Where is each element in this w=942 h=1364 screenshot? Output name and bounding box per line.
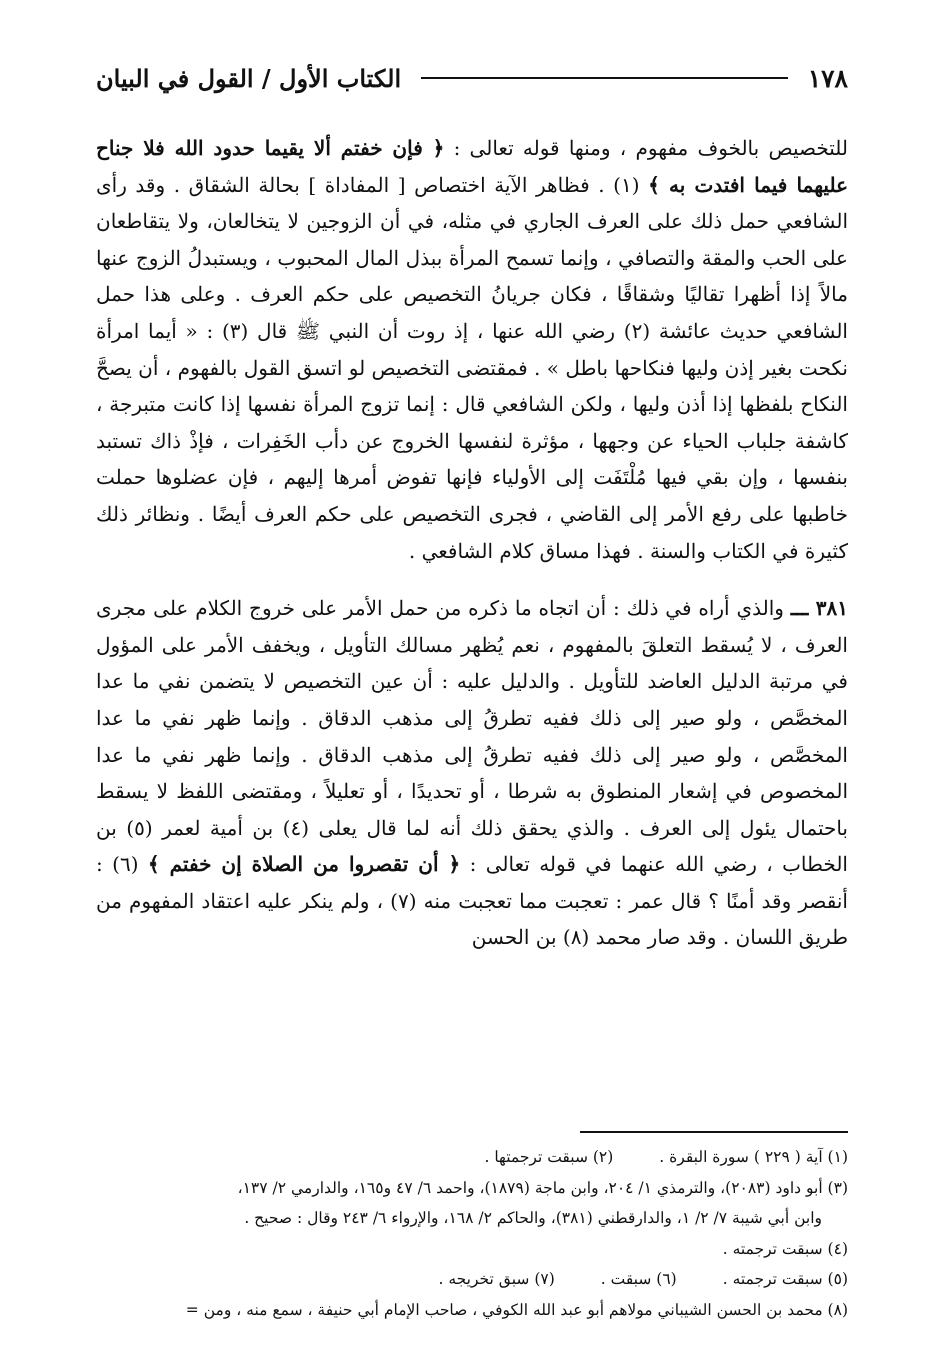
footnote-7: (٧) سبق تخريجه . — [438, 1270, 555, 1288]
page-number: ١٧٨ — [807, 63, 848, 93]
header-rule — [421, 77, 788, 79]
footnotes-rule — [580, 1131, 848, 1133]
footnote-5: (٥) سبقت ترجمته . — [722, 1270, 848, 1288]
running-title: الكتاب الأول / القول في البيان — [96, 63, 402, 93]
footnote-2: (٢) سبقت ترجمتها . — [484, 1148, 614, 1166]
paragraph-1-body: (١) . فظاهر الآية اختصاص [ المفاداة ] بحالة الشقاق . وقد رأى الشافعي حمل ذلك على العرف الجاري في مثله، في أن الزوجين لا يتخالعان، ولا يتقاطعان على الحب والمقة والتصافي ، وإنما تسمح المرأة ببذل المال المحبوب ، ويستبدلُ الزوج عنها مالاً إذا أظهرا تقاليًا وشقاقًا ، فكان جريانُ التخصيص على حكم العرف . وعلى هذا حمل الشافعي حديث عائشة (٢) رضي الله عنها ، إذ روت أن النبي ﷺ قال (٣) : « أيما امرأة نكحت بغير إذن وليها فنكاحها باطل » . فمقتضى التخصيص لو اتسق القول بالفهوم ، أن يصحَّ النكاح بلفظها إذا أذن وليها ، ولكن الشافعي قال : إنما تزوج المرأة نفسها إذا كانت متبرجة ، كاشفة جلباب الحياء عن وجهها ، مؤثرة لنفسها الخروج عن دأب الخَفِرات ، فإذْ ذاك تستبد بنفسها ، وإن بقي فيها مُلْتَفَت إلى الأولياء فإنها تفوض أمرها إليهم ، فإن عضلوها حملت خاطبها على رفع الأمر إلى القاضي ، فجرى التخصيص على حكم العرف أيضًا . ونظائر ذلك كثيرة في الكتاب والسنة . فهذا مساق كلام الشافعي . — [96, 172, 848, 563]
footnote-6: (٦) سبقت . — [600, 1270, 677, 1288]
paragraph-1 — [96, 130, 848, 569]
footnote-line-1 — [96, 1142, 848, 1173]
paragraph-1-intro: للتخصيص بالخوف مفهوم ، ومنها قوله تعالى : — [453, 136, 848, 160]
footnote-1: (١) آية ( ٢٢٩ ) سورة البقرة . — [659, 1148, 848, 1166]
footnotes — [96, 1142, 848, 1325]
footnote-4: (٤) سبقت ترجمته . — [722, 1239, 848, 1258]
footnote-3-continued: وابن أبي شيبة ٧/ ٢/ ١، والدارقطني (٣٨١)، والحاكم ٢/ ١٦٨، والإرواء ٦/ ٢٤٣ وقال : صحيح . — [244, 1209, 822, 1227]
paragraph-2-body: والذي أراه في ذلك : أن اتجاه ما ذكره من حمل الأمر على خروج الكلام على مجرى العرف ، لا يُسقط التعلقَ بالمفهوم ، نعم يُظهر مسالك التأويل ، ويخفف الأمر على المؤول في مرتبة الدليل العاضد للتأويل . والدليل عليه : أن عين التخصيص لا يتضمن نفي ما عدا المخصَّص ، ولو صير إلى ذلك ففيه تطرقُ إلى مذهب الدقاق . وإنما ظهر نفي ما عدا المخصَّص ، ولو صير إلى ذلك ففيه تطرقُ إلى مذهب الدقاق . وإنما ظهر نفي ما عدا المخصوص في إشعار المنطوق به شرطا ، أو تحديدًا ، أو تعليلاً ، ومقتضى اللفظ لا يسقط باحتمال يئول إلى العرف . والذي يحقق ذلك أنه لما قال يعلى (٤) بن أمية لعمر (٥) بن الخطاب ، رضي الله عنهما في قوله تعالى : — [96, 596, 849, 877]
page-header — [96, 58, 848, 98]
quran-quote-2: ﴿ أن تقصروا من الصلاة إن خفتم ﴾ — [147, 852, 461, 877]
paragraph-2-number: ٣٨١ ـــ — [790, 596, 849, 621]
footnote-8: (٨) محمد بن الحسن الشيباني مولاهم أبو عبد الله الكوفي ، صاحب الإمام أبي حنيفة ، سمع منه ، ومن = — [185, 1300, 848, 1319]
footnote-line-5 — [96, 1264, 848, 1295]
footnote-3: (٣) أبو داود (٢٠٨٣)، والترمذي ١/ ٢٠٤، وابن ماجة (١٨٧٩)، واحمد ٦/ ٤٧ و١٦٥، والدارمي ٢/ ١٣٧، — [237, 1178, 848, 1197]
paragraph-2 — [96, 590, 848, 956]
quran-quote-1: ﴿ فإن خفتم ألا يقيما حدود الله فلا جناح عليهما فيما افتدت به ﴾ — [96, 136, 849, 197]
main-text — [96, 130, 848, 956]
paragraph-2-tail: (٦) : أنقصر وقد أمنًا ؟ قال عمر : تعجبت مما تعجبت منه (٧) ، ولم ينكر عليه اعتقاد المفهوم من طريق اللسان . وقد صار محمد (٨) بن الحسن — [96, 852, 848, 950]
